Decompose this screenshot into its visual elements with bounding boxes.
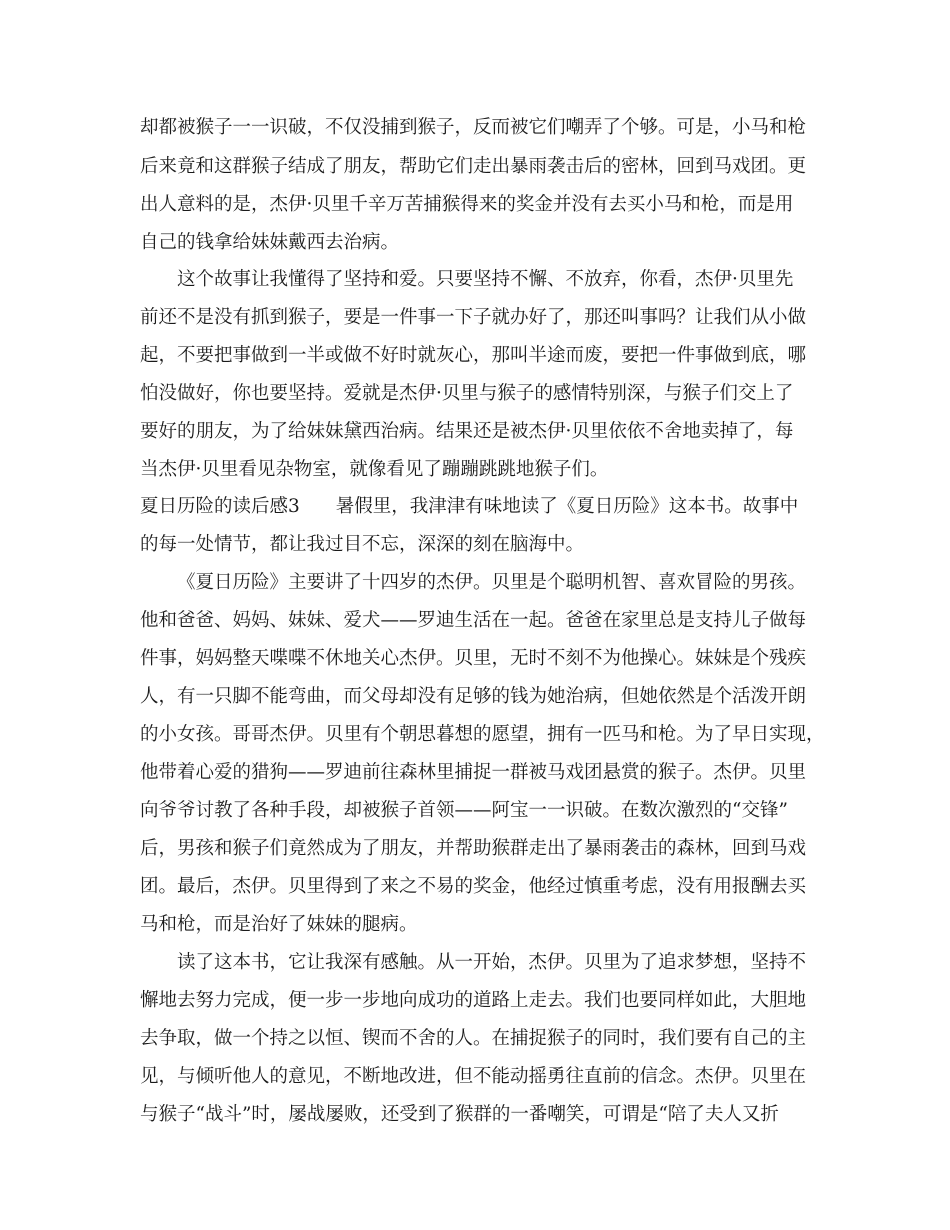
text-line: 他带着心爱的猎狗——罗迪前往森林里捕捉一群被马戏团悬赏的猴子。杰伊。贝里 <box>140 762 807 783</box>
text-line: 他和爸爸、妈妈、妹妹、爱犬——罗迪生活在一起。爸爸在家里总是支持儿子做每 <box>140 610 807 631</box>
text-line: 后来竟和这群猴子结成了朋友，帮助它们走出暴雨袭击后的密林，回到马戏团。更 <box>140 156 807 177</box>
text-line: 出人意料的是，杰伊·贝里千辛万苦捕猴得来的奖金并没有去买小马和枪，而是用 <box>140 194 794 215</box>
paragraph-first-line: 这个故事让我懂得了坚持和爱。只要坚持不懈、不放弃，你看，杰伊·贝里先 <box>177 269 794 290</box>
text-line: 与猴子“战斗”时，屡战屡败，还受到了猴群的一番嘲笑，可谓是“陪了夫人又折 <box>140 1104 779 1125</box>
text-line: 的小女孩。哥哥杰伊。贝里有个朝思暮想的愿望，拥有一匹马和枪。为了早日实现， <box>140 724 825 745</box>
text-line: 团。最后，杰伊。贝里得到了来之不易的奖金，他经过慎重考虑，没有用报酬去买 <box>140 876 807 897</box>
text-line: 前还不是没有抓到猴子，要是一件事一下子就办好了，那还叫事吗？让我们从小做 <box>140 307 807 328</box>
text-line: 马和枪，而是治好了妹妹的腿病。 <box>140 914 418 935</box>
text-line: 当杰伊·贝里看见杂物室，就像看见了蹦蹦跳跳地猴子们。 <box>140 459 609 480</box>
paragraph-first-line: 《夏日历险》主要讲了十四岁的杰伊。贝里是个聪明机智、喜欢冒险的男孩。 <box>177 572 807 593</box>
text-line: 要好的朋友，为了给妹妹黛西治病。结果还是被杰伊·贝里依依不舍地卖掉了，每 <box>140 421 794 442</box>
text-line: 后，男孩和猴子们竟然成为了朋友，并帮助猴群走出了暴雨袭击的森林，回到马戏 <box>140 838 807 859</box>
text-line: 的每一处情节，都让我过目不忘，深深的刻在脑海中。 <box>140 534 585 555</box>
text-line: 自己的钱拿给妹妹戴西去治病。 <box>140 232 400 253</box>
text-line: 件事，妈妈整天喋喋不休地关心杰伊。贝里，无时不刻不为他操心。妹妹是个残疾 <box>140 648 807 669</box>
paragraph-first-line: 读了这本书，它让我深有感触。从一开始，杰伊。贝里为了追求梦想，坚持不 <box>177 952 807 973</box>
text-line: 向爷爷讨教了各种手段，却被猴子首领——阿宝一一识破。在数次激烈的“交锋” <box>140 800 788 821</box>
essay-heading: 夏日历险的读后感3 <box>140 496 300 517</box>
text-line: 懈地去努力完成，便一步一步地向成功的道路上走去。我们也要同样如此，大胆地 <box>140 990 807 1011</box>
text-line: 却都被猴子一一识破，不仅没捕到猴子，反而被它们嘲弄了个够。可是，小马和枪 <box>140 117 807 138</box>
heading-line <box>140 495 798 519</box>
text-line: 起，不要把事做到一半或做不好时就灰心，那叫半途而废，要把一件事做到底，哪 <box>140 345 807 366</box>
text-line: 怕没做好，你也要坚持。爱就是杰伊·贝里与猴子的感情特别深，与猴子们交上了 <box>140 383 794 404</box>
text-line: 暑假里，我津津有味地读了《夏日历险》这本书。故事中 <box>335 496 799 517</box>
text-line: 见，与倾听他人的意见，不断地改进，但不能动摇勇往直前的信念。杰伊。贝里在 <box>140 1066 807 1087</box>
text-line: 人，有一只脚不能弯曲，而父母却没有足够的钱为她治病，但她依然是个活泼开朗 <box>140 686 807 707</box>
text-line: 去争取，做一个持之以恒、锲而不舍的人。在捕捉猴子的同时，我们要有自己的主 <box>140 1028 807 1049</box>
